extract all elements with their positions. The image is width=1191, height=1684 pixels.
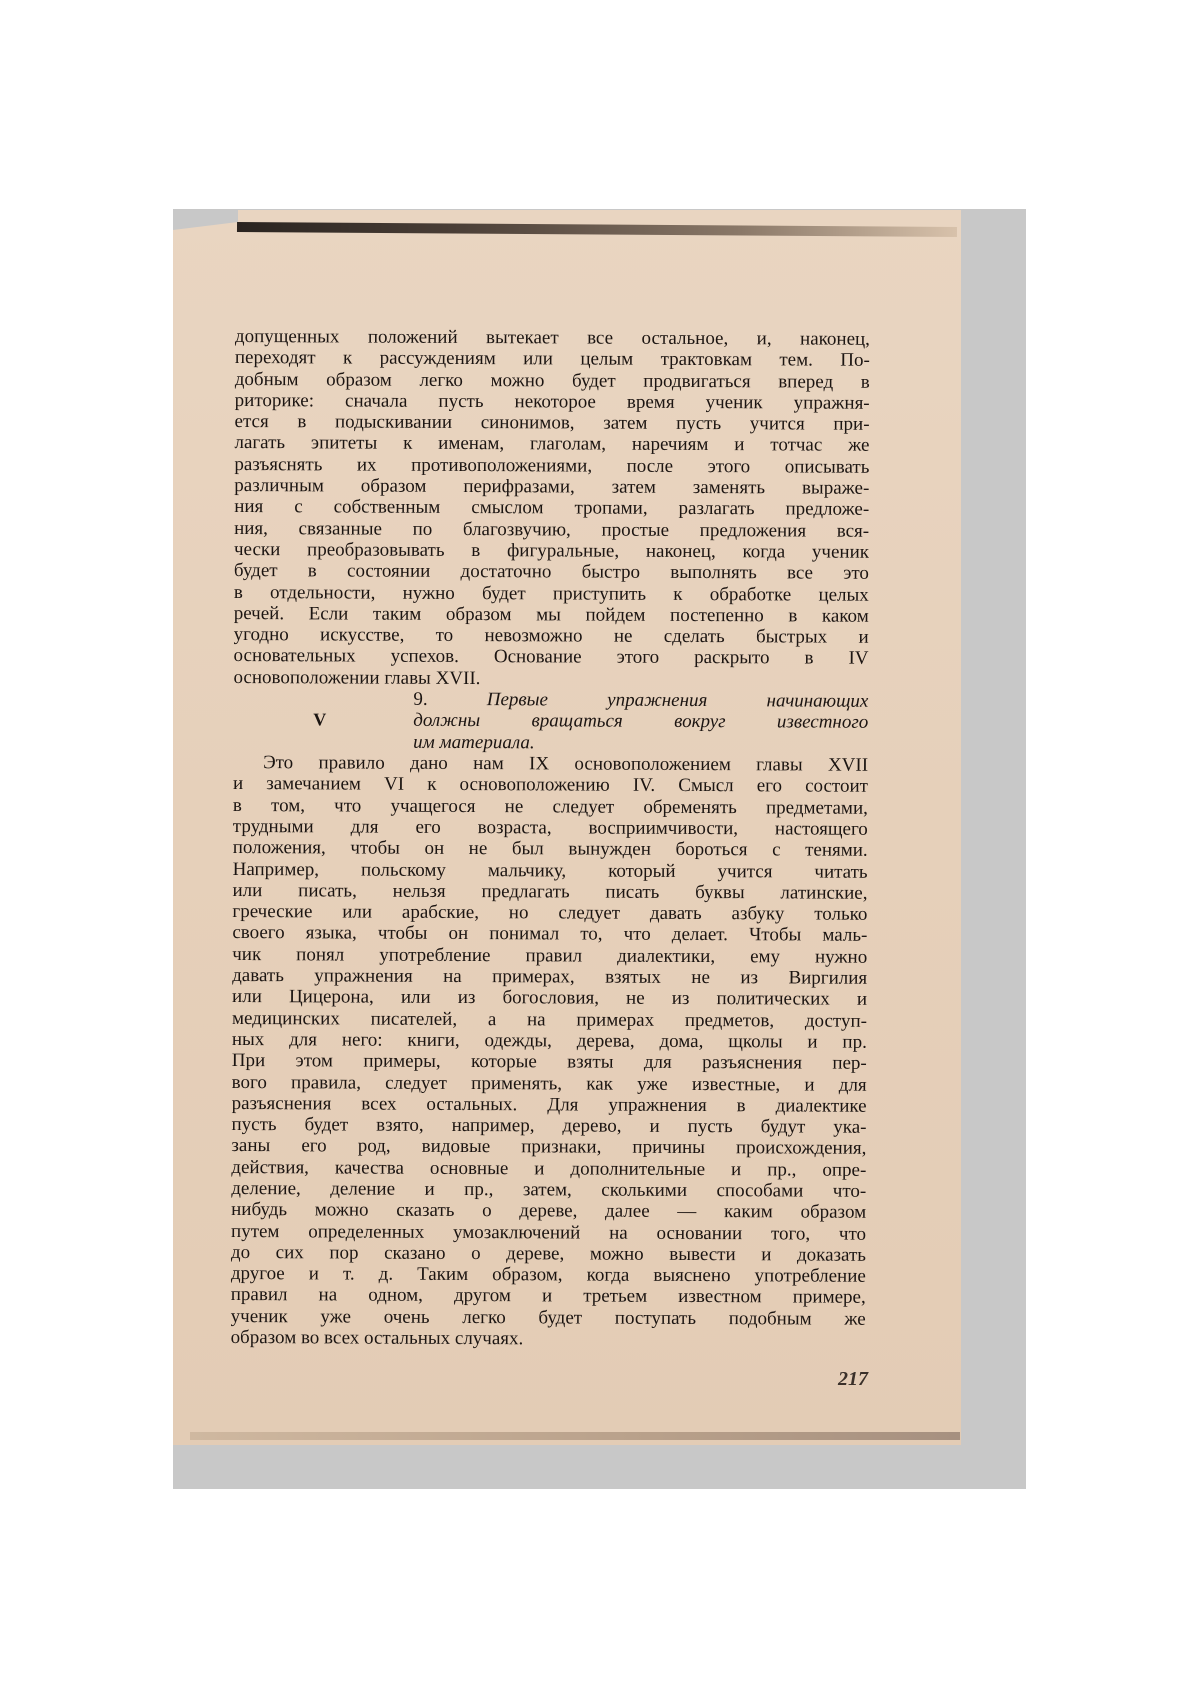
text-line: ных для него: книги, одежды, дерева, дома, щколы и пр. [231,1028,867,1053]
text-line: или писать, нельзя предлагать писать буквы латинские, [232,879,868,904]
page-text [231,326,870,1351]
text-line: и замечанием VI к основоположению IV. Смысл его состоит [232,773,869,798]
text-line: основоположении главы XVII. [233,666,481,689]
text-line: заны его род, видовые признаки, причины происхождения, [231,1135,867,1160]
section-number: 9. [413,688,428,710]
text-line: чески преобразовывать в фигуральные, наконец, когда ученик [233,538,870,563]
text-line: ния с собственным смыслом тропами, разлагать предложе- [234,496,870,521]
section-marker: V [313,709,327,730]
text-line: нибудь можно сказать о дереве, далее — каким образом [231,1199,867,1224]
text-line: Это правило дано нам IX основоположением главы XVII [263,752,869,776]
text-line: лагать эпитеты к именам, глаголам, наречиям и тотчас же [234,432,870,457]
text-line: переходят к рассуждениям или целым трактовкам тем. По- [234,347,870,372]
text-line: другое и т. д. Таким образом, когда выяснено употребление [230,1263,866,1287]
text-line: трудными для его возраста, восприимчивости, настоящего [232,815,868,840]
text-line: в отдельности, нужно будет приступить к обработке целых [233,581,869,606]
text-line: основательных успехов. Основание этого раскрыто в IV [233,645,869,670]
text-line: разъяснения всех остальных. Для упражнения в диалектике [231,1092,867,1117]
text-line: до сих пор сказано о дереве, можно вывести и доказать [230,1241,866,1266]
text-line: путем определенных умозаключений на основании того, что [231,1220,867,1245]
text-line: При этом примеры, которые взяты для разъяснения пер- [231,1050,867,1074]
text-line: вого правила, следует применять, как уже известные, и для [231,1071,867,1096]
section-title-line [413,689,868,712]
text-line: угодно искусстве, то невозможно не сделать быстрых и [233,624,869,648]
text-line: ученик уже очень легко будет поступать подобным же [230,1305,866,1330]
page-number: 217 [838,1368,868,1390]
section-title-text: Первые упражнения начинающих [486,689,869,712]
text-line: ется в подыскивании синонимов, затем пусть учится при- [234,411,870,435]
section-heading [233,688,868,755]
text-line: различным образом перифразами, затем заменять выраже- [234,475,870,499]
paragraph-2 [231,752,869,1351]
text-line: давать упражнения на примерах, взятых не из Виргилия [232,965,868,989]
text-line: правил на одном, другом и третьем известном примере, [230,1284,866,1309]
text-line: чик понял употребление правил диалектики, ему нужно [232,943,868,968]
text-line: Например, польскому мальчику, который учится читать [232,858,868,883]
text-line: действия, качества основные и дополнительные и пр., опре- [231,1156,867,1181]
text-line: своего языка, чтобы он понимал то, что делает. Чтобы маль- [232,922,868,947]
page-bottom-edge [190,1432,960,1440]
text-line: медицинских писателей, а на примерах предметов, доступ- [231,1007,868,1032]
text-line: допущенных положений вытекает все остальное, и, наконец, [234,326,870,350]
text-line: ния, связанные по благозвучию, простые предложения вся- [234,517,870,542]
text-line: образом во всех остальных случаях. [230,1327,524,1350]
text-line: или Цицерона, или из богословия, не из политических и [232,986,868,1011]
section-title-line: должны вращаться вокруг известного [413,710,869,734]
section-title [413,689,868,755]
text-line: деление, деление и пр., затем, сколькими способами что- [231,1177,867,1202]
text-line: положения, чтобы он не был вынужден бороться с тенями. [232,837,868,861]
text-line: речей. Если таким образом мы пойдем постепенно в каком [233,602,869,627]
text-line: греческие или арабские, но следует давать азбуку только [232,901,868,925]
text-line: в том, что учащегося не следует обременять предметами, [232,794,868,819]
text-line: риторике: сначала пусть некоторое время ученик упражня- [234,389,870,414]
section-title-line: им материала. [413,731,535,753]
text-line: добным образом легко можно будет продвигаться вперед в [234,368,870,393]
text-line: пусть будет взято, например, дерево, и пусть будут ука- [231,1114,867,1138]
text-line: разъяснять их противоположениями, после этого описывать [234,453,870,478]
text-line: будет в состоянии достаточно быстро выполнять все это [233,560,869,585]
paragraph-1 [233,326,870,691]
